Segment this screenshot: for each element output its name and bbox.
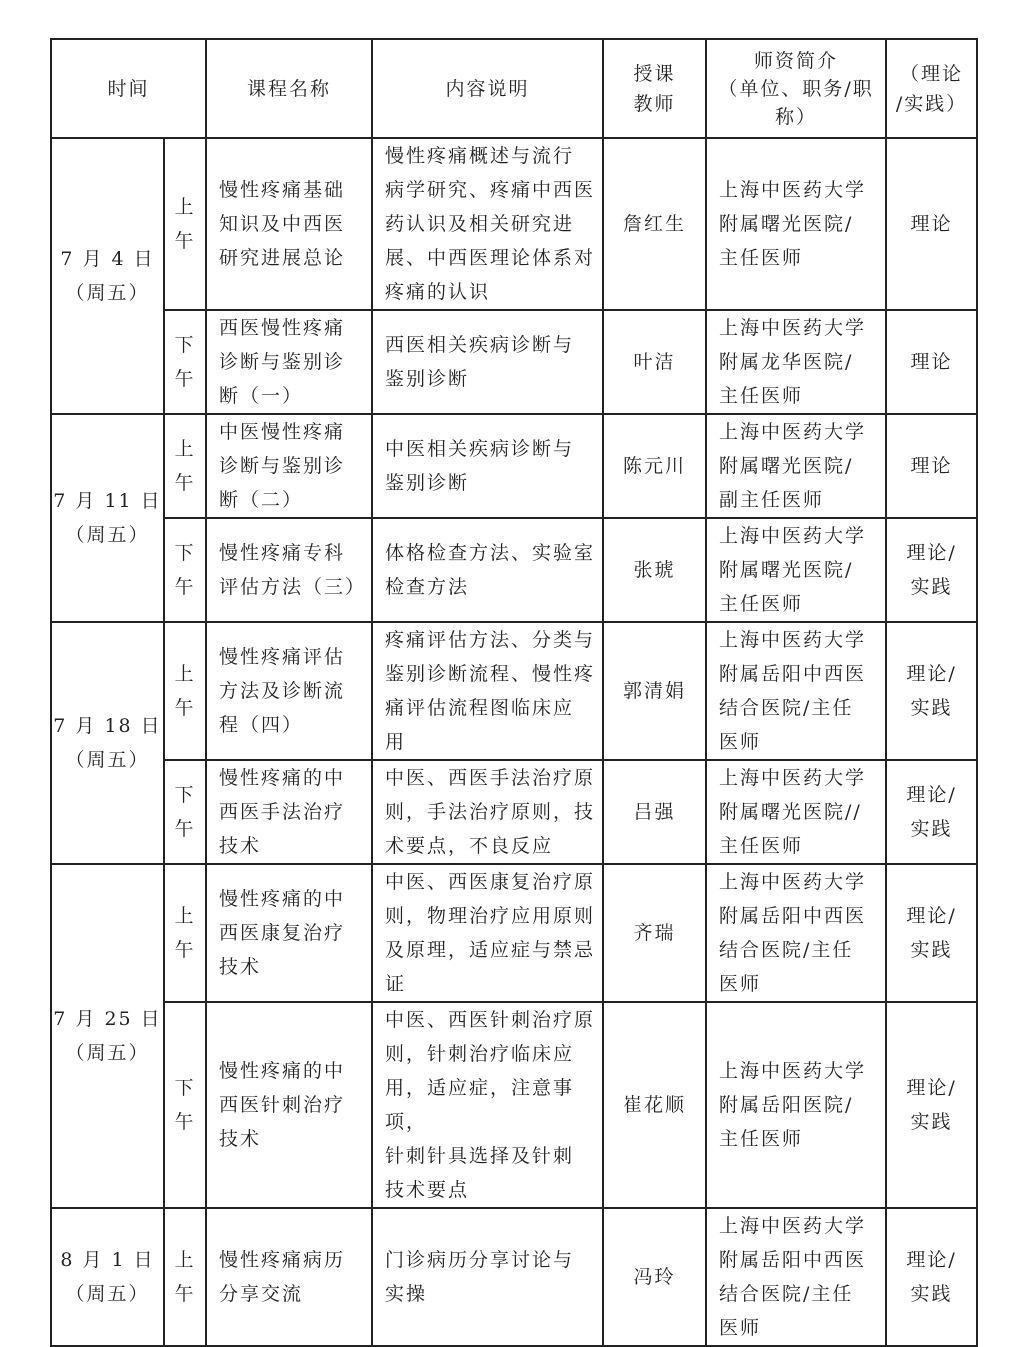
content-cell: 慢性疼痛概述与流行 病学研究、疼痛中西医 药认识及相关研究进 展、中西医理论体系对 疼痛的认识 [372,138,603,310]
profile-cell: 上海中医药大学 附属岳阳中西医 结合医院/主任 医师 [706,1208,886,1346]
course-name-cell: 慢性疼痛的中 西医针刺治疗 技术 [206,1002,372,1208]
period-cell: 上 午 [164,864,206,1002]
period-cell: 上 午 [164,622,206,760]
type-cell: 理论/ 实践 [886,760,977,864]
content-cell: 疼痛评估方法、分类与 鉴别诊断流程、慢性疼 痛评估流程图临床应 用 [372,622,603,760]
table-row [51,760,977,864]
content-cell: 门诊病历分享讨论与 实操 [372,1208,603,1346]
type-cell: 理论/ 实践 [886,1002,977,1208]
content-cell: 中医、西医手法治疗原 则，手法治疗原则，技 术要点，不良反应 [372,760,603,864]
type-cell: 理论/ 实践 [886,518,977,622]
date-cell: 8 月 1 日 （周五） [51,1208,164,1346]
date-cell: 7 月 25 日 （周五） [51,864,164,1208]
course-name-cell: 西医慢性疼痛 诊断与鉴别诊 断（一） [206,310,372,414]
table-row [51,414,977,518]
profile-cell: 上海中医药大学 附属曙光医院// 主任医师 [706,760,886,864]
course-name-cell: 中医慢性疼痛 诊断与鉴别诊 断（二） [206,414,372,518]
type-cell: 理论/ 实践 [886,864,977,1002]
table-row [51,310,977,414]
content-cell: 体格检查方法、实验室 检查方法 [372,518,603,622]
content-cell: 中医、西医针刺治疗原 则，针刺治疗临床应 用，适应症，注意事项， 针刺针具选择及针刺 技术要点 [372,1002,603,1208]
profile-cell: 上海中医药大学 附属曙光医院/ 主任医师 [706,138,886,310]
profile-cell: 上海中医药大学 附属岳阳医院/ 主任医师 [706,1002,886,1208]
teacher-cell: 陈元川 [603,414,706,518]
table-row [51,864,977,1002]
type-cell: 理论 [886,414,977,518]
teacher-cell: 詹红生 [603,138,706,310]
period-cell: 下 午 [164,1002,206,1208]
course-name-cell: 慢性疼痛的中 西医康复治疗 技术 [206,864,372,1002]
period-cell: 下 午 [164,310,206,414]
course-name-cell: 慢性疼痛基础 知识及中西医 研究进展总论 [206,138,372,310]
teacher-cell: 冯玲 [603,1208,706,1346]
table-row [51,518,977,622]
course-name-cell: 慢性疼痛的中 西医手法治疗 技术 [206,760,372,864]
teacher-cell: 齐瑞 [603,864,706,1002]
teacher-cell: 吕强 [603,760,706,864]
date-cell: 7 月 4 日 （周五） [51,138,164,414]
header-type: （理论 /实践） [886,39,977,138]
profile-cell: 上海中医药大学 附属龙华医院/ 主任医师 [706,310,886,414]
table-row [51,622,977,760]
period-cell: 上 午 [164,1208,206,1346]
table-row [51,138,977,310]
header-profile: 师资简介 （单位、职务/职 称） [706,39,886,138]
date-cell: 7 月 11 日 （周五） [51,414,164,622]
type-cell: 理论 [886,310,977,414]
period-cell: 上 午 [164,414,206,518]
course-name-cell: 慢性疼痛病历 分享交流 [206,1208,372,1346]
header-content: 内容说明 [372,39,603,138]
content-cell: 西医相关疾病诊断与 鉴别诊断 [372,310,603,414]
date-cell: 7 月 18 日 （周五） [51,622,164,864]
table-row [51,1002,977,1208]
period-cell: 下 午 [164,518,206,622]
teacher-cell: 郭清娟 [603,622,706,760]
type-cell: 理论 [886,138,977,310]
profile-cell: 上海中医药大学 附属曙光医院/ 主任医师 [706,518,886,622]
table-row [51,1208,977,1346]
type-cell: 理论/ 实践 [886,1208,977,1346]
header-course: 课程名称 [206,39,372,138]
profile-cell: 上海中医药大学 附属岳阳中西医 结合医院/主任 医师 [706,864,886,1002]
profile-cell: 上海中医药大学 附属曙光医院/ 副主任医师 [706,414,886,518]
teacher-cell: 叶洁 [603,310,706,414]
course-name-cell: 慢性疼痛专科 评估方法（三） [206,518,372,622]
period-cell: 下 午 [164,760,206,864]
header-row [51,39,977,138]
header-time: 时间 [51,39,206,138]
course-schedule-table [50,38,978,1347]
period-cell: 上 午 [164,138,206,310]
teacher-cell: 张琥 [603,518,706,622]
content-cell: 中医相关疾病诊断与 鉴别诊断 [372,414,603,518]
type-cell: 理论/ 实践 [886,622,977,760]
teacher-cell: 崔花顺 [603,1002,706,1208]
course-name-cell: 慢性疼痛评估 方法及诊断流 程（四） [206,622,372,760]
profile-cell: 上海中医药大学 附属岳阳中西医 结合医院/主任 医师 [706,622,886,760]
header-teacher: 授课 教师 [603,39,706,138]
content-cell: 中医、西医康复治疗原 则，物理治疗应用原则 及原理，适应症与禁忌 证 [372,864,603,1002]
